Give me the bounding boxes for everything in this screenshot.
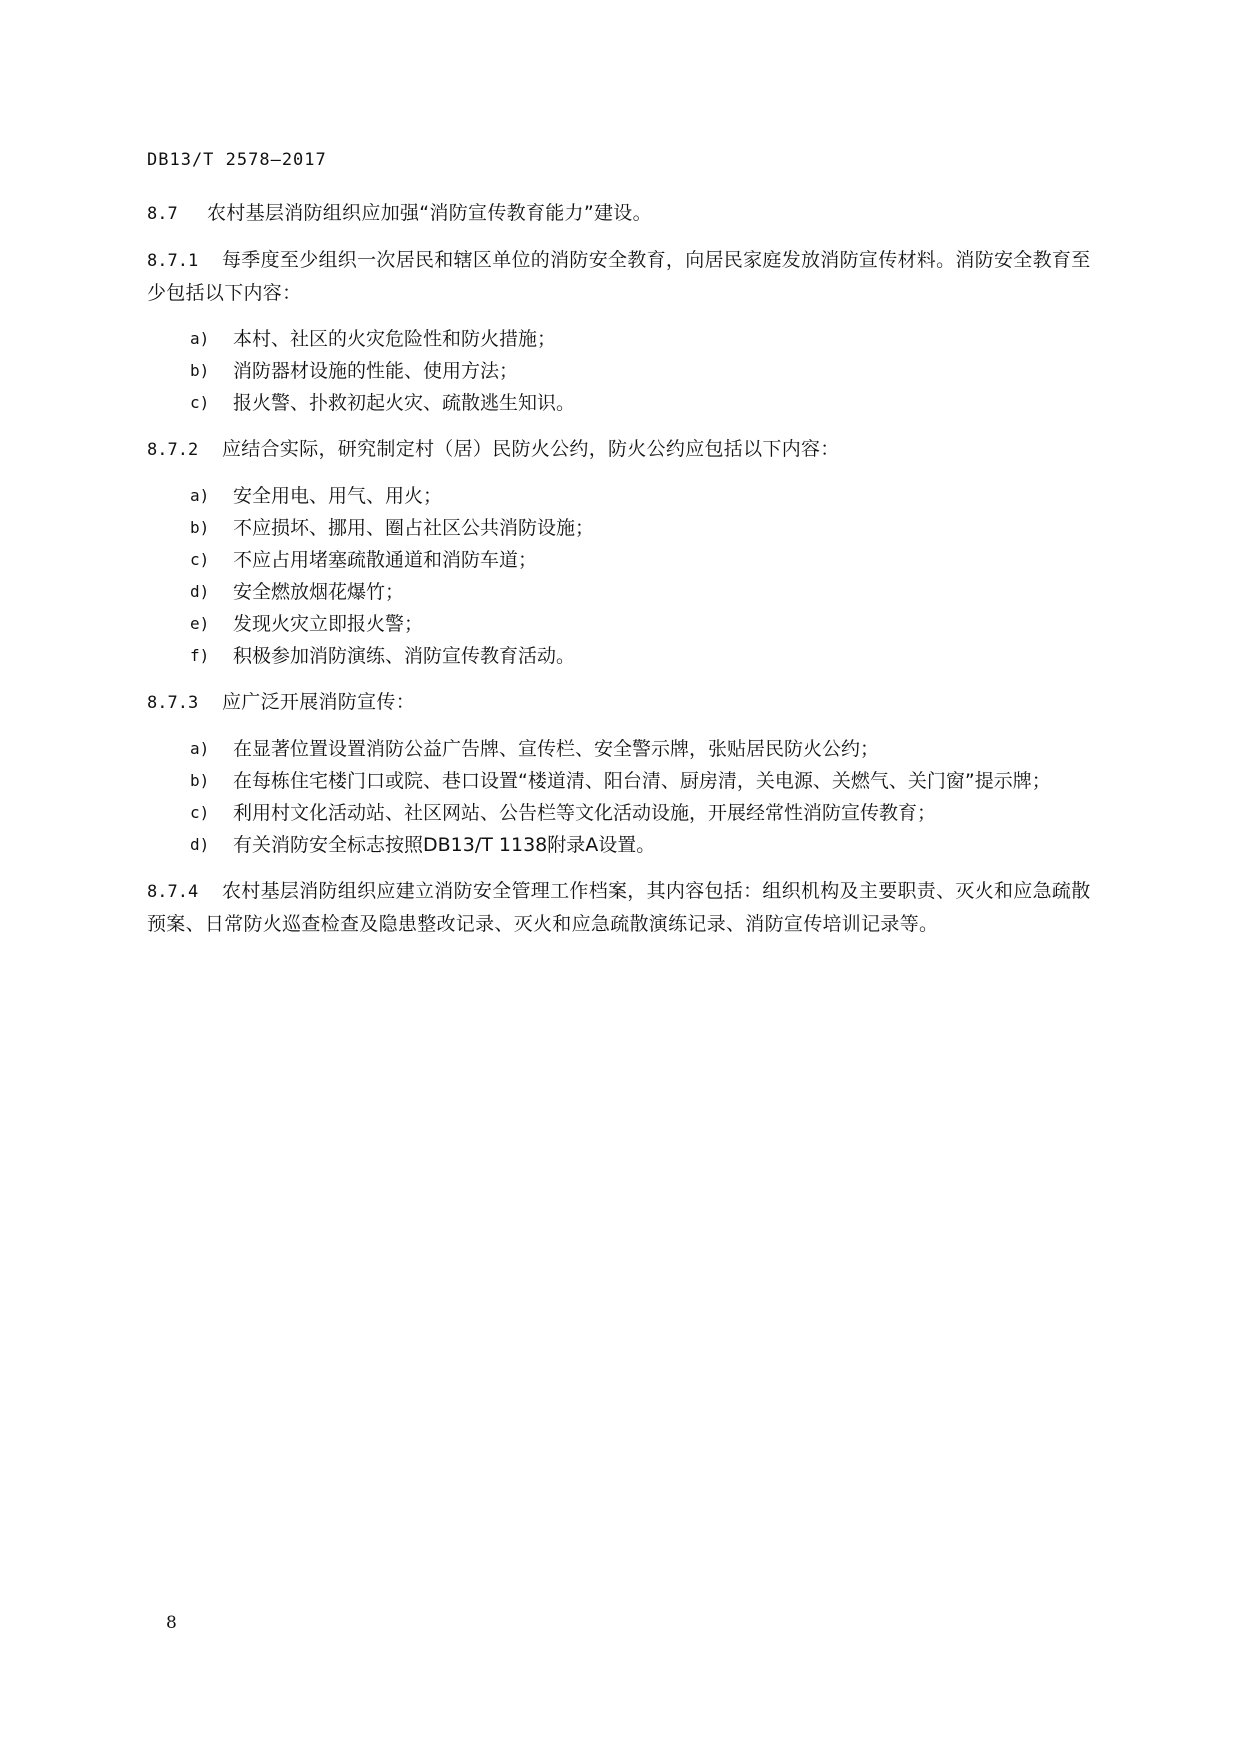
list-item	[147, 512, 1107, 544]
list-item	[147, 640, 1107, 672]
clause-text: 应广泛开展消防宣传：	[222, 691, 416, 713]
list-item	[147, 797, 1107, 829]
clause-text: 农村基层消防组织应加强“消防宣传教育能力”建设。	[207, 202, 652, 224]
list-item	[147, 576, 1107, 608]
list-item-text: 在每栋住宅楼门口或院、巷口设置“楼道清、阳台清、厨房清，关电源、关燃气、关门窗”提示牌；	[233, 770, 1051, 792]
list-marker: b)	[190, 361, 210, 380]
document-body	[147, 197, 1107, 954]
list-item-text: 安全燃放烟花爆竹；	[233, 581, 405, 603]
clause-8-7-3	[147, 686, 1107, 719]
clause-number: 8.7.3	[147, 693, 199, 713]
list-item	[147, 829, 1107, 861]
list-item	[147, 608, 1107, 640]
list-item-text: 消防器材设施的性能、使用方法；	[233, 360, 519, 382]
list-item	[147, 480, 1107, 512]
page-number: 8	[166, 1613, 177, 1633]
clause-text: 每季度至少组织一次居民和辖区单位的消防安全教育，向居民家庭发放消防宣传材料。消防安全教育至少包括以下内容：	[147, 249, 1091, 304]
list-marker: a)	[190, 329, 210, 348]
clause-number: 8.7.1	[147, 251, 199, 271]
list-marker: b)	[190, 771, 210, 790]
list-marker: b)	[190, 518, 210, 537]
list-item	[147, 323, 1107, 355]
list-marker: d)	[190, 582, 210, 601]
clause-8-7-1-list	[147, 323, 1107, 419]
list-item	[147, 544, 1107, 576]
list-item-text: 不应占用堵塞疏散通道和消防车道；	[233, 549, 538, 571]
list-marker: f)	[190, 646, 210, 665]
list-item	[147, 387, 1107, 419]
list-marker: c)	[190, 550, 210, 569]
list-item-text: 发现火灾立即报火警；	[233, 613, 424, 635]
list-item	[147, 765, 1107, 797]
clause-text: 农村基层消防组织应建立消防安全管理工作档案，其内容包括：组织机构及主要职责、灭火和应急疏散预案、日常防火巡查检查及隐患整改记录、灭火和应急疏散演练记录、消防宣传培训记录等。	[147, 880, 1091, 935]
clause-number: 8.7	[147, 204, 178, 224]
clause-8-7	[147, 197, 1107, 230]
clause-8-7-4	[147, 875, 1107, 940]
clause-number: 8.7.2	[147, 440, 199, 460]
list-marker: d)	[190, 835, 210, 854]
list-item	[147, 355, 1107, 387]
list-marker: c)	[190, 393, 210, 412]
list-marker: e)	[190, 614, 210, 633]
list-item-text: 安全用电、用气、用火；	[233, 485, 443, 507]
clause-8-7-1	[147, 244, 1107, 309]
list-item-text: 报火警、扑救初起火灾、疏散逃生知识。	[233, 392, 576, 414]
list-item	[147, 733, 1107, 765]
list-item-text: 利用村文化活动站、社区网站、公告栏等文化活动设施，开展经常性消防宣传教育；	[233, 802, 937, 824]
list-marker: a)	[190, 486, 210, 505]
clause-8-7-2-list	[147, 480, 1107, 672]
list-item-text: 不应损坏、挪用、圈占社区公共消防设施；	[233, 517, 595, 539]
clause-8-7-2	[147, 433, 1107, 466]
list-item-text: 本村、社区的火灾危险性和防火措施；	[233, 328, 557, 350]
clause-8-7-3-list	[147, 733, 1107, 861]
list-item-text: 在显著位置设置消防公益广告牌、宣传栏、安全警示牌，张贴居民防火公约；	[233, 738, 880, 760]
clause-number: 8.7.4	[147, 882, 199, 902]
list-item-text: 有关消防安全标志按照DB13/T 1138附录A设置。	[233, 834, 656, 856]
list-item-text: 积极参加消防演练、消防宣传教育活动。	[233, 645, 576, 667]
list-marker: c)	[190, 803, 210, 822]
list-marker: a)	[190, 739, 210, 758]
document-code: DB13/T 2578—2017	[147, 150, 327, 170]
clause-text: 应结合实际，研究制定村（居）民防火公约，防火公约应包括以下内容：	[222, 438, 840, 460]
